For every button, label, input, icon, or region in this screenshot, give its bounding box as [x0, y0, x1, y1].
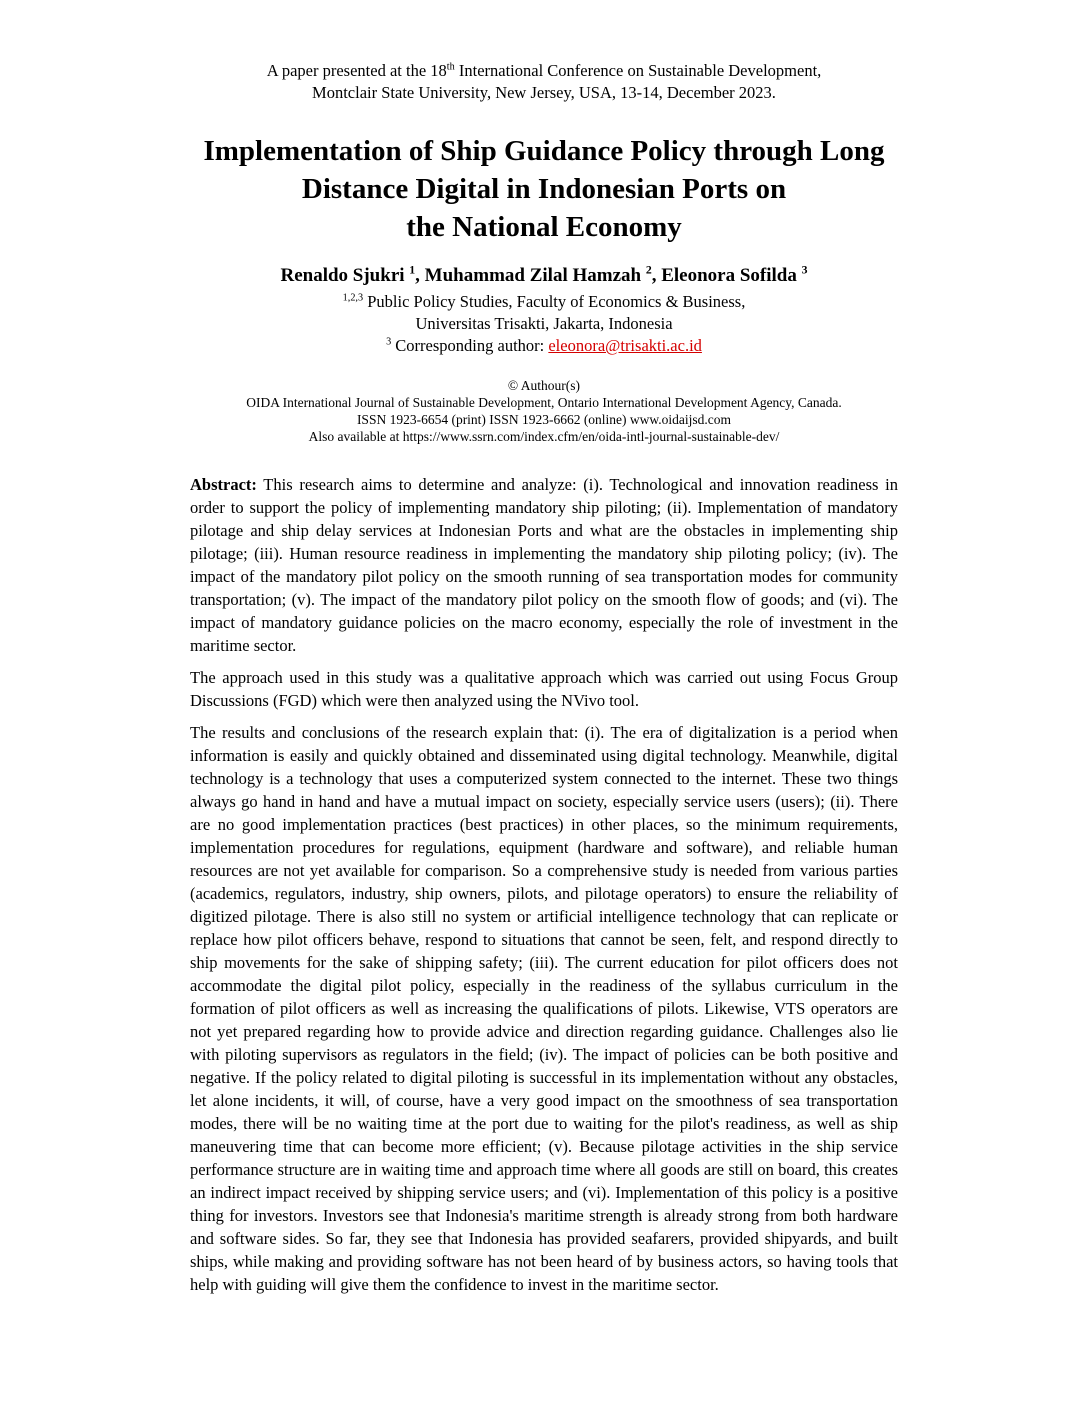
author-3-sup: 3 — [801, 263, 808, 277]
affiliation-text: Public Policy Studies, Faculty of Economics & Business, — [363, 292, 746, 311]
corresponding-sup: 3 — [386, 336, 392, 348]
page-title — [120, 132, 968, 246]
author-separator-2: , — [651, 265, 662, 286]
conference-note-line1-pre: A paper presented at the 18 — [266, 61, 447, 80]
abstract-body — [190, 473, 898, 1296]
availability-line: Also available at https://www.ssrn.com/index.cfm/en/oida-intl-journal-sustainable-dev/ — [308, 429, 780, 444]
author-2: Muhammad Zilal Hamzah — [424, 265, 646, 286]
affiliation-sup: 1,2,3 — [342, 292, 364, 304]
paper-content — [190, 0, 898, 1296]
abstract-paragraph-1-text: This research aims to determine and analyze: (i). Technological and innovation readiness in order to support the policy of implementing mandatory ship piloting; (ii). Implementation of mandatory pilotage and ship delay services at Indonesian Ports and what are the obstacles in implementing ship pilotage; (iii). Human resource readiness in implementing the mandatory ship piloting policy; (iv). The impact of the mandatory pilot policy on the smooth running of sea transportation modes for community transportation; (v). The impact of the mandatory pilot policy on the smooth flow of goods; and (vi). The impact of mandatory guidance policies on the macro economy, especially the role of investment in the maritime sector. — [190, 475, 898, 655]
conference-note-line1-post: International Conference on Sustainable Development, — [454, 61, 822, 80]
corresponding-label: Corresponding author: — [391, 336, 549, 355]
author-2-sup: 2 — [645, 263, 652, 277]
conference-note — [190, 60, 898, 104]
imprint-block — [190, 377, 898, 445]
author-separator-1: , — [415, 265, 425, 286]
abstract-label: Abstract: — [190, 475, 257, 494]
journal-line: OIDA International Journal of Sustainable Development, Ontario International Development Agency, Canada. — [246, 395, 842, 410]
conference-note-ordinal-sup: th — [446, 61, 455, 73]
abstract-paragraph-3: The results and conclusions of the research explain that: (i). The era of digitalization is a period when information is easily and quickly obtained and disseminated using digital technology. Meanwhile, digital technology is a technology that uses a computerized system connected to the internet. These two things always go hand in hand and have a mutual impact on society, especially service users (users); (ii). There are no good implementation practices (best practices) in other places, so the minimum requirements, implementation procedures for regulations, equipment (hardware and software), and reliable human resources are not yet available for comparison. So a comprehensive study is needed from various parties (academics, regulators, industry, ship owners, pilots, and pilotage operators) to ensure the reliability of digitized pilotage. There is also still no system or artificial intelligence technology that can replicate or replace how pilot officers behave, respond to situations that cannot be seen, felt, and respond directly to ship movements for the sake of shipping safety; (iii). The current education for pilot officers does not accommodate the digital pilot policy, especially in the readiness of the syllabus curriculum in the formation of pilot officers as well as increasing the qualifications of pilots. Likewise, VTS operators are not yet prepared regarding how to provide advice and direction regarding guidance. Challenges also lie with piloting supervisors as regulators in the field; (iv). The impact of policies can be both positive and negative. If the policy related to digital piloting is successful in its implementation without any obstacles, let alone incidents, it will, of course, have a very good impact on the smoothness of sea transportation modes, there will be no waiting time at the port due to waiting for the pilot's readiness, as well as ship maneuvering time that can become more efficient; (v). Because pilotage activities in the ship service performance structure are in waiting time and approach time where all goods are still on board, this creates an indirect impact received by shipping service users; and (vi). Implementation of this policy is a positive thing for investors. Investors see that Indonesia's maritime strength is already strong from both hardware and software sides. So far, they see that Indonesia has provided seafarers, provided shipyards, and built ships, while making and providing software has not been heard of by business actors, so having tools that help with guiding will give them the confidence to invest in the maritime sector. — [190, 723, 898, 1294]
page-title-line3: the National Economy — [406, 211, 682, 243]
abstract-paragraph-1 — [190, 473, 898, 657]
corresponding-email-link[interactable]: eleonora@trisakti.ac.id — [548, 336, 702, 355]
author-1-sup: 1 — [409, 263, 416, 277]
conference-note-line2: Montclair State University, New Jersey, USA, 13-14, December 2023. — [312, 83, 776, 102]
abstract-paragraph-2: The approach used in this study was a qualitative approach which was carried out using Focus Group Discussions (FGD) which were then analyzed using the NVivo tool. — [190, 668, 898, 710]
copyright-line: © Authour(s) — [507, 378, 581, 393]
affiliation-line1 — [190, 291, 898, 313]
author-1: Renaldo Sjukri — [280, 265, 410, 286]
page-title-line2: Distance Digital in Indonesian Ports on — [301, 173, 787, 205]
authors-line — [190, 264, 898, 288]
issn-line: ISSN 1923-6654 (print) ISSN 1923-6662 (online) www.oidaijsd.com — [356, 412, 732, 427]
page-title-line1: Implementation of Ship Guidance Policy through Long — [203, 135, 885, 167]
affiliation-line2: Universitas Trisakti, Jakarta, Indonesia — [415, 314, 673, 333]
corresponding-author-line — [190, 335, 898, 357]
conference-note-line1 — [190, 60, 898, 82]
author-3: Eleonora Sofilda — [661, 265, 802, 286]
